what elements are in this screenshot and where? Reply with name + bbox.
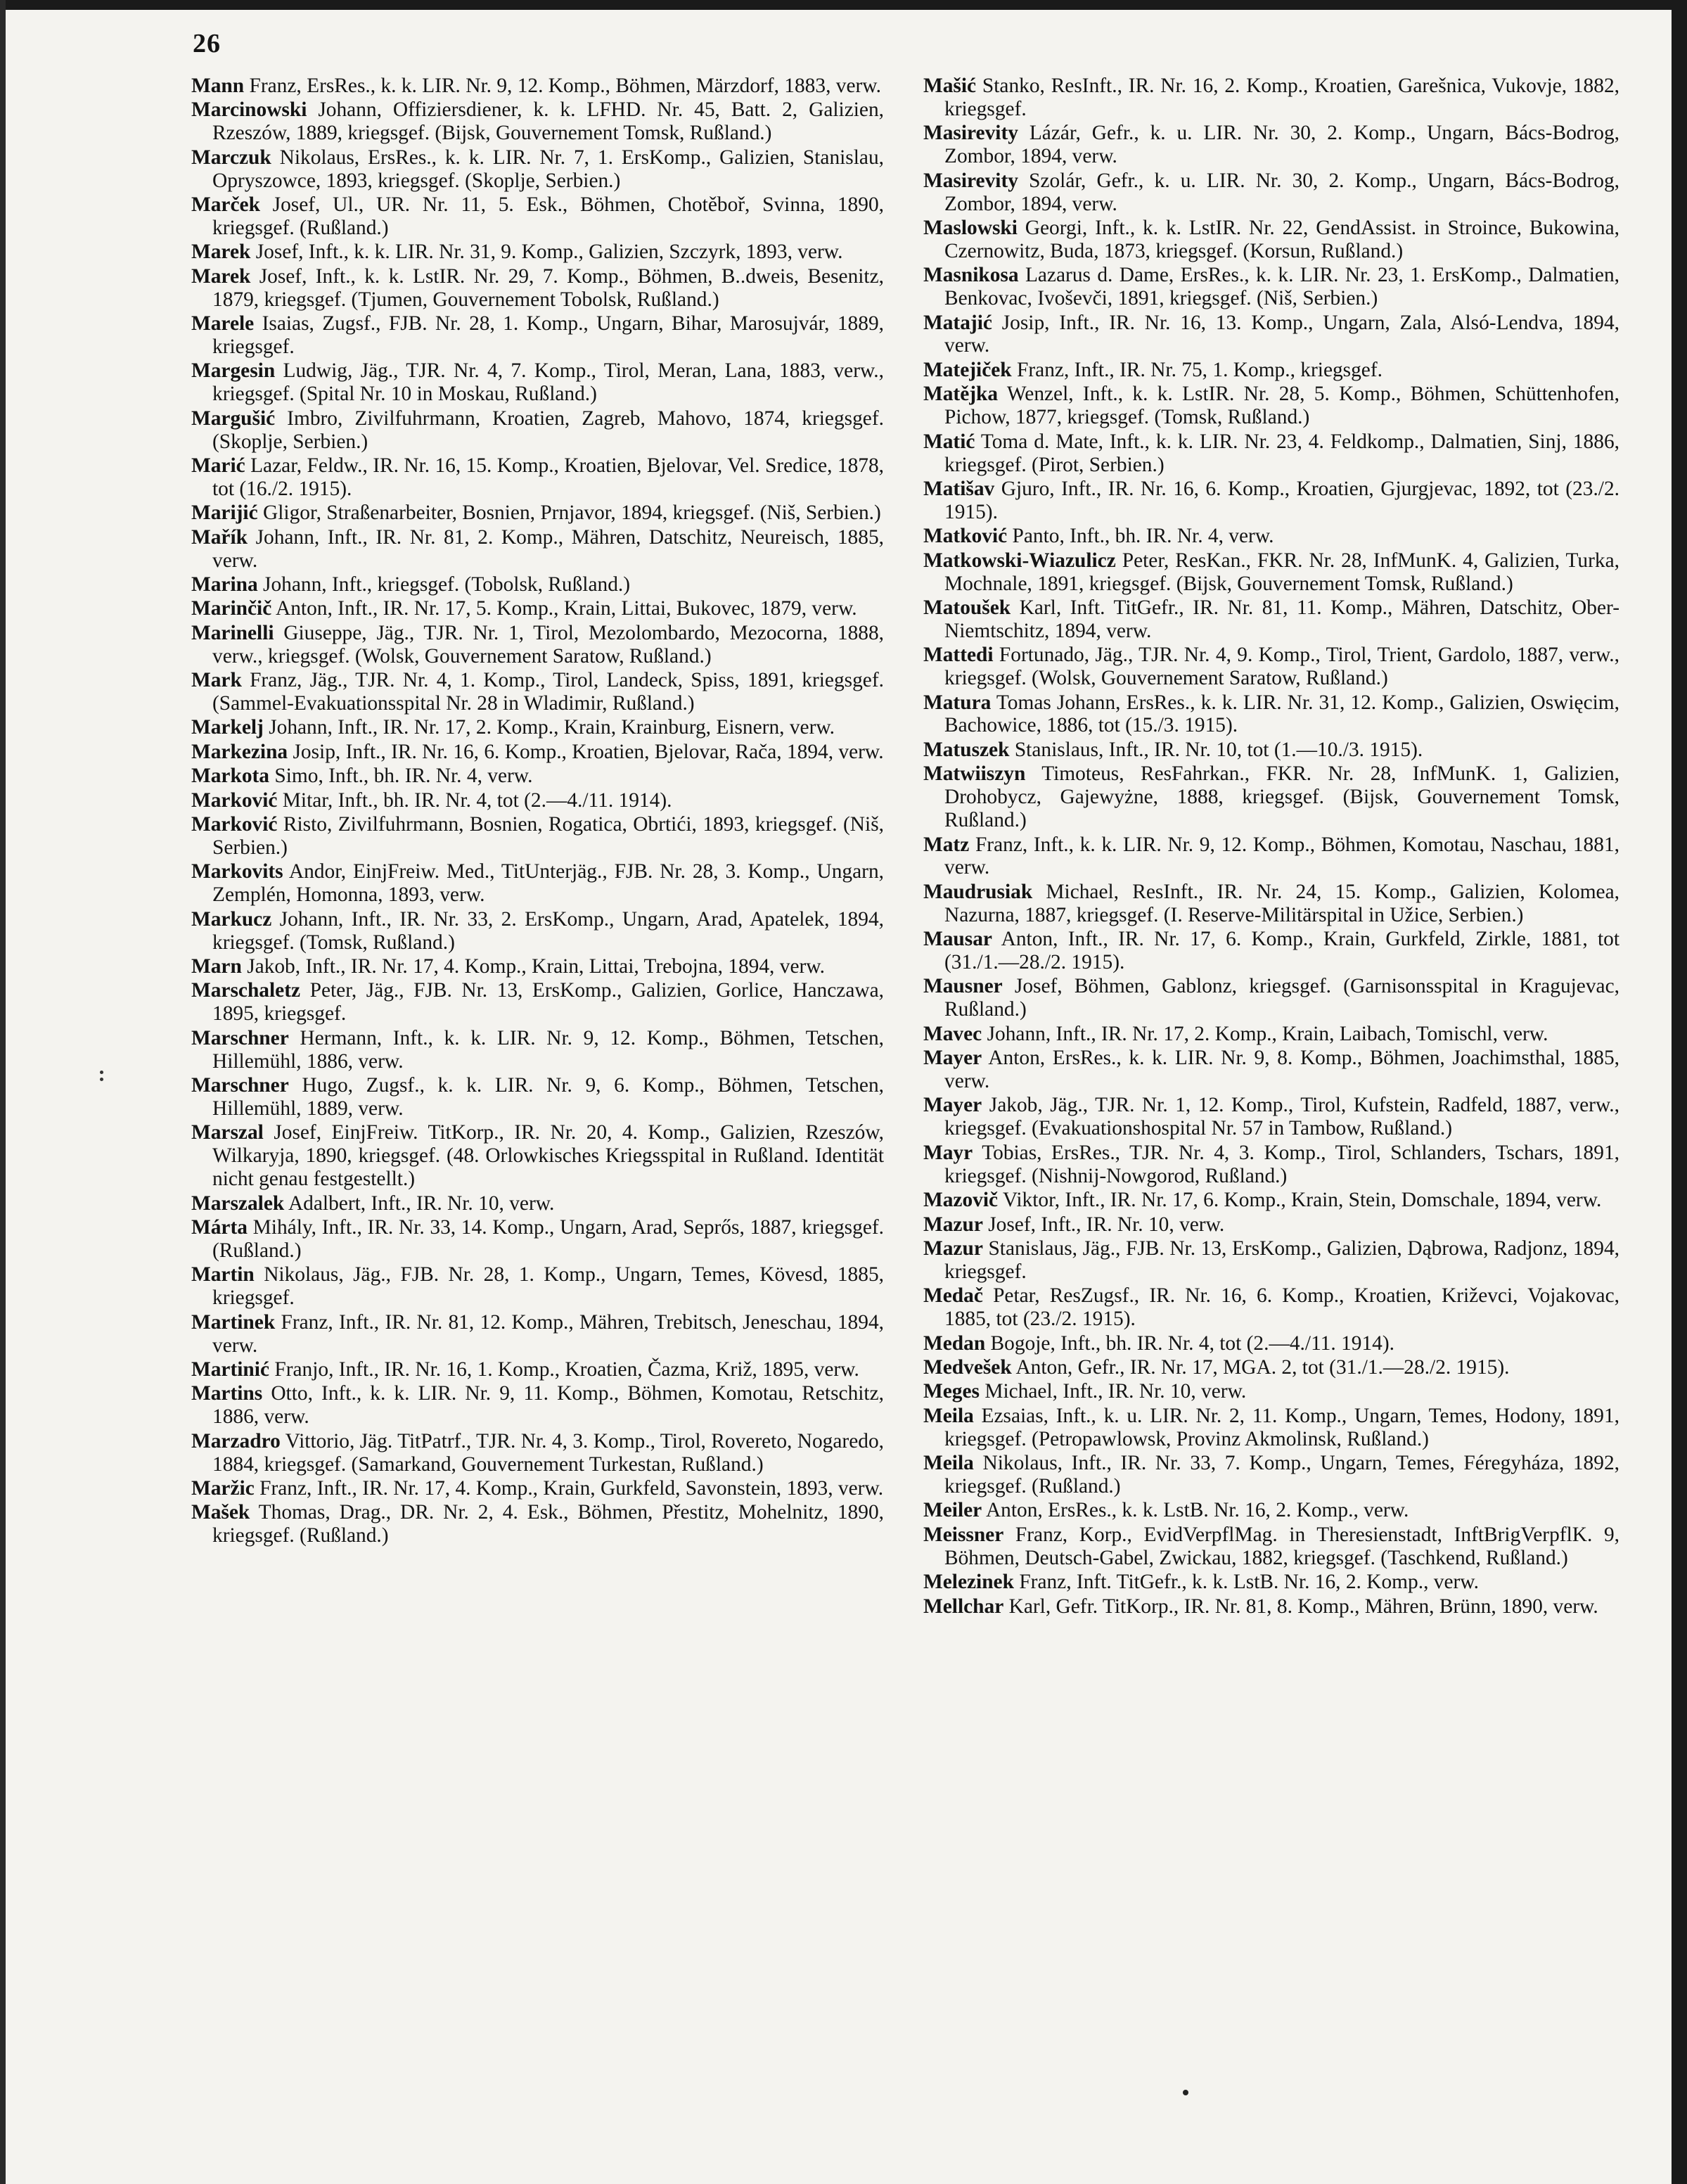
casualty-entry (923, 1405, 1619, 1451)
casualty-entry (191, 1027, 884, 1073)
entry-surname: Marszalek (191, 1192, 285, 1215)
entry-surname: Medan (923, 1332, 986, 1355)
casualty-entry (191, 1192, 884, 1215)
entry-surname: Marele (191, 312, 255, 336)
entry-surname: Maudrusiak (923, 880, 1033, 903)
entry-surname: Matković (923, 525, 1008, 548)
entry-surname: Marina (191, 573, 258, 596)
casualty-entry (923, 762, 1619, 832)
entry-details: Karl, Gefr. TitKorp., IR. Nr. 81, 8. Komp., Mähren, Brünn, 1890, verw. (1008, 1595, 1598, 1618)
left-column (191, 75, 884, 1549)
entry-details: Jakob, Jäg., TJR. Nr. 1, 12. Komp., Tirol, Kufstein, Radfeld, 1887, verw., kriegsgef. (Evakuationshospital Nr. 57 in Tambow, Rußland.) (944, 1094, 1619, 1140)
entry-details: Johann, Inft., kriegsgef. (Tobolsk, Rußland.) (263, 573, 631, 596)
entry-details: Nikolaus, Jäg., FJB. Nr. 28, 1. Komp., Ungarn, Temes, Kövesd, 1885, kriegsgef. (212, 1263, 884, 1310)
casualty-entry (191, 813, 884, 860)
entry-details: Josef, Inft., IR. Nr. 10, verw. (988, 1213, 1225, 1236)
entry-surname: Mazur (923, 1213, 983, 1236)
entry-surname: Margušić (191, 407, 276, 430)
entry-surname: Mayer (923, 1094, 982, 1117)
entry-details: Josef, Böhmen, Gablonz, kriegsgef. (Garnisonsspital in Kragujevac, Rußland.) (944, 975, 1619, 1021)
entry-details: Nikolaus, ErsRes., k. k. LIR. Nr. 7, 1. ErsKomp., Galizien, Stanislau, Opryszowce, 1893, kriegsgef. (Skoplje, Serbien.) (212, 146, 884, 192)
entry-details: Viktor, Inft., IR. Nr. 17, 6. Komp., Krain, Stein, Domschale, 1894, verw. (1002, 1189, 1602, 1212)
entry-surname: Mattedi (923, 644, 994, 667)
entry-details: Johann, Inft., IR. Nr. 17, 2. Komp., Krain, Laibach, Tomischl, verw. (987, 1022, 1548, 1045)
entry-surname: Markelj (191, 716, 264, 739)
entry-surname: Marschner (191, 1026, 289, 1049)
entry-details: Franz, Korp., EvidVerpflMag. in Theresienstadt, InftBrigVerpflK. 9, Böhmen, Deutsch-Gabel, Zwickau, 1882, kriegsgef. (Taschkend, Rußland.) (944, 1523, 1619, 1569)
casualty-entry (191, 765, 884, 788)
casualty-entry (923, 1023, 1619, 1046)
entry-details: Josef, Inft., k. k. LIR. Nr. 31, 9. Komp., Galizien, Szczyrk, 1893, verw. (255, 241, 843, 264)
entry-surname: Marschaletz (191, 979, 301, 1002)
scan-speck (100, 1078, 103, 1081)
entry-surname: Matz (923, 833, 970, 856)
entry-details: Franjo, Inft., IR. Nr. 16, 1. Komp., Kroatien, Čazma, Križ, 1895, verw. (274, 1358, 859, 1381)
casualty-entry (923, 1595, 1619, 1618)
casualty-entry (191, 241, 884, 264)
scan-border-top (0, 0, 1687, 10)
casualty-entry (191, 597, 884, 620)
casualty-entry (191, 669, 884, 715)
entry-surname: Martinek (191, 1310, 276, 1334)
entry-surname: Melezinek (923, 1571, 1014, 1594)
entry-details: Franz, Jäg., TJR. Nr. 4, 1. Komp., Tirol, Landeck, Spiss, 1891, kriegsgef. (Sammel-Evakuationsspital Nr. 28 in Wladimir, Rußland.) (212, 669, 884, 715)
entry-details: Tobias, ErsRes., TJR. Nr. 4, 3. Komp., Tirol, Schlanders, Tschars, 1891, kriegsgef. (Nishnij-Nowgorod, Rußland.) (944, 1141, 1619, 1187)
entry-surname: Maržic (191, 1476, 255, 1500)
entry-surname: Mayer (923, 1047, 982, 1070)
entry-surname: Marković (191, 788, 278, 812)
entry-surname: Masirevity (923, 122, 1018, 145)
casualty-entry (191, 75, 884, 98)
entry-surname: Masnikosa (923, 264, 1019, 287)
casualty-entry (191, 573, 884, 596)
casualty-entry (923, 75, 1619, 121)
entry-details: Timoteus, ResFahrkan., FKR. Nr. 28, InfMunK. 1, Galizien, Drohobycz, Gajewyżne, 1888, kriegsgef. (Bijsk, Gouvernement Tomsk, Rußland.) (944, 762, 1619, 832)
entry-details: Franz, Inft., IR. Nr. 75, 1. Komp., kriegsgef. (1017, 358, 1383, 381)
entry-details: Imbro, Zivilfuhrmann, Kroatien, Zagreb, Mahovo, 1874, kriegsgef. (Skoplje, Serbien.) (212, 407, 884, 453)
casualty-entry (191, 359, 884, 406)
casualty-entry (191, 860, 884, 907)
casualty-entry (923, 975, 1619, 1021)
entry-surname: Marzadro (191, 1429, 281, 1452)
entry-surname: Markucz (191, 907, 272, 931)
entry-surname: Masirevity (923, 169, 1018, 192)
entry-details: Bogoje, Inft., bh. IR. Nr. 4, tot (2.—4./11. 1914). (990, 1332, 1394, 1355)
casualty-entry (923, 1380, 1619, 1403)
entry-surname: Marschner (191, 1074, 289, 1097)
entry-details: Michael, Inft., IR. Nr. 10, verw. (984, 1380, 1247, 1403)
casualty-entry (191, 955, 884, 978)
entry-surname: Marek (191, 241, 251, 264)
casualty-entry (923, 1213, 1619, 1237)
casualty-entry (923, 1142, 1619, 1188)
casualty-entry (923, 264, 1619, 310)
entry-details: Andor, EinjFreiw. Med., TitUnterjäg., FJB. Nr. 28, 3. Komp., Ungarn, Zemplén, Homonna, 1893, verw. (212, 860, 884, 907)
casualty-entry (923, 691, 1619, 738)
entry-details: Simo, Inft., bh. IR. Nr. 4, verw. (274, 765, 533, 788)
casualty-entry (191, 908, 884, 954)
entry-surname: Mazovič (923, 1189, 999, 1212)
casualty-entry (191, 1263, 884, 1310)
page-number: 26 (193, 29, 221, 58)
entry-surname: Marijić (191, 502, 258, 525)
entry-details: Johann, Inft., IR. Nr. 81, 2. Komp., Mähren, Datschitz, Neureisch, 1885, verw. (212, 525, 884, 572)
scan-border-right (1672, 0, 1687, 2184)
entry-details: Anton, Gefr., IR. Nr. 17, MGA. 2, tot (31./1.—28./2. 1915). (1015, 1355, 1510, 1379)
entry-surname: Mazur (923, 1237, 983, 1260)
entry-surname: Marinelli (191, 621, 274, 644)
casualty-entry (191, 622, 884, 668)
entry-details: Josef, Ul., UR. Nr. 11, 5. Esk., Böhmen, Chotěboř, Svinna, 1890, kriegsgef. (Rußland.) (212, 193, 884, 239)
entry-surname: Medač (923, 1284, 983, 1308)
casualty-entry (923, 739, 1619, 762)
entry-surname: Marczuk (191, 146, 271, 169)
casualty-entry (923, 478, 1619, 524)
entry-surname: Márta (191, 1216, 248, 1239)
entry-details: Toma d. Mate, Inft., k. k. LIR. Nr. 23, 4. Feldkomp., Dalmatien, Sinj, 1886, kriegsgef. (Pirot, Serbien.) (944, 430, 1619, 476)
entry-surname: Markota (191, 765, 270, 788)
entry-details: Lazarus d. Dame, ErsRes., k. k. LIR. Nr. 23, 1. ErsKomp., Dalmatien, Benkovac, Ivoševči, 1891, kriegsgef. (Niš, Serbien.) (944, 264, 1619, 310)
entry-details: Thomas, Drag., DR. Nr. 2, 4. Esk., Böhmen, Přestitz, Mohelnitz, 1890, kriegsgef. (Rußland.) (212, 1501, 884, 1547)
entry-details: Lázár, Gefr., k. u. LIR. Nr. 30, 2. Komp., Ungarn, Bács-Bodrog, Zombor, 1894, verw. (944, 122, 1619, 168)
casualty-entry (923, 525, 1619, 548)
entry-surname: Meila (923, 1452, 974, 1475)
entry-surname: Mausner (923, 975, 1003, 998)
entry-details: Franz, Inft. TitGefr., k. k. LstB. Nr. 16, 2. Komp., verw. (1019, 1571, 1479, 1594)
casualty-entry (191, 1358, 884, 1381)
casualty-entry (923, 217, 1619, 263)
entry-surname: Meges (923, 1380, 980, 1403)
entry-surname: Matkowski-Wiazulicz (923, 549, 1116, 572)
entry-details: Johann, Offiziersdiener, k. k. LFHD. Nr. 45, Batt. 2, Galizien, Rzeszów, 1889, kriegsgef. (Bijsk, Gouvernement Tomsk, Rußland.) (212, 98, 885, 145)
entry-details: Josef, EinjFreiw. TitKorp., IR. Nr. 20, 4. Komp., Galizien, Rzeszów, Wilkaryja, 1890, kriegsgef. (48. Orlowkisches Kriegsspital in Rußland. Identität nicht genau festgestellt.) (212, 1121, 884, 1191)
casualty-entry (191, 1430, 884, 1476)
casualty-entry (191, 1477, 884, 1500)
casualty-entry (191, 407, 884, 454)
entry-surname: Marszal (191, 1121, 264, 1144)
casualty-entry (923, 644, 1619, 690)
entry-details: Johann, Inft., IR. Nr. 33, 2. ErsKomp., Ungarn, Arad, Apatelek, 1894, kriegsgef. (Tomsk, Rußland.) (212, 907, 884, 954)
entry-surname: Meila (923, 1404, 974, 1427)
entry-surname: Marcinowski (191, 98, 307, 122)
entry-surname: Marek (191, 264, 251, 288)
entry-surname: Marn (191, 955, 242, 978)
casualty-entry (923, 834, 1619, 880)
entry-surname: Matějka (923, 383, 999, 406)
right-column (923, 75, 1619, 1619)
entry-details: Gjuro, Inft., IR. Nr. 16, 6. Komp., Kroatien, Gjurgjevac, 1892, tot (23./2. 1915). (944, 477, 1619, 523)
casualty-entry (923, 1332, 1619, 1355)
entry-details: Anton, ErsRes., k. k. LIR. Nr. 9, 8. Komp., Böhmen, Joachimsthal, 1885, verw. (944, 1047, 1619, 1093)
entry-surname: Marinčič (191, 597, 272, 620)
entry-details: Giuseppe, Jäg., TJR. Nr. 1, Tirol, Mezolombardo, Mezocorna, 1888, verw., kriegsgef. (Wolsk, Gouvernement Saratow, Rußland.) (212, 621, 884, 668)
entry-details: Anton, ErsRes., k. k. LstB. Nr. 16, 2. Komp., verw. (985, 1499, 1409, 1522)
casualty-entry (923, 312, 1619, 358)
casualty-entry (191, 1121, 884, 1191)
scan-speck (100, 1071, 103, 1074)
casualty-entry (923, 1499, 1619, 1522)
casualty-entry (923, 1524, 1619, 1570)
casualty-entry (191, 98, 884, 145)
entry-surname: Mellchar (923, 1595, 1004, 1618)
entry-details: Jakob, Inft., IR. Nr. 17, 4. Komp., Krain, Littai, Trebojna, 1894, verw. (247, 955, 825, 978)
casualty-entry (191, 526, 884, 573)
entry-surname: Martins (191, 1382, 263, 1405)
casualty-entry (191, 193, 884, 240)
entry-details: Josip, Inft., IR. Nr. 16, 13. Komp., Ungarn, Zala, Alsó-Lendva, 1894, verw. (944, 311, 1619, 357)
entry-surname: Matwiiszyn (923, 762, 1026, 786)
entry-details: Tomas Johann, ErsRes., k. k. LIR. Nr. 31, 12. Komp., Galizien, Oswięcim, Bachowice, 1886, tot (15./3. 1915). (944, 691, 1619, 737)
casualty-entry (191, 1311, 884, 1358)
entry-surname: Martin (191, 1263, 255, 1286)
entry-surname: Matić (923, 430, 975, 453)
entry-details: Otto, Inft., k. k. LIR. Nr. 9, 11. Komp., Böhmen, Komotau, Retschitz, 1886, verw. (212, 1382, 884, 1429)
entry-surname: Marček (191, 193, 260, 217)
entry-details: Stanislaus, Jäg., FJB. Nr. 13, ErsKomp., Galizien, Dąbrowa, Radjonz, 1894, kriegsgef. (944, 1237, 1619, 1283)
entry-details: Franz, Inft., IR. Nr. 81, 12. Komp., Mähren, Trebitsch, Jeneschau, 1894, verw. (212, 1310, 884, 1357)
entry-details: Lazar, Feldw., IR. Nr. 16, 15. Komp., Kroatien, Bjelovar, Vel. Sredice, 1878, tot (16./2. 1915). (212, 454, 884, 500)
casualty-entry (191, 265, 884, 312)
casualty-entry (923, 430, 1619, 477)
entry-details: Petar, ResZugsf., IR. Nr. 16, 6. Komp., Kroatien, Križevci, Vojakovac, 1885, tot (23./2. 1915). (944, 1284, 1619, 1331)
entry-surname: Matejiček (923, 358, 1012, 381)
casualty-entry (191, 502, 884, 525)
casualty-entry (191, 789, 884, 812)
entry-details: Nikolaus, Inft., IR. Nr. 33, 7. Komp., Ungarn, Temes, Féregyháza, 1892, kriegsgef. (Rußland.) (944, 1452, 1619, 1497)
entry-surname: Mařík (191, 525, 248, 549)
casualty-entry (923, 549, 1619, 596)
entry-details: Fortunado, Jäg., TJR. Nr. 4, 9. Komp., Tirol, Trient, Gardolo, 1887, verw., kriegsgef. (Wolsk, Gouvernement Saratow, Rußland.) (944, 644, 1619, 690)
casualty-entry (923, 1356, 1619, 1379)
entry-surname: Mavec (923, 1022, 982, 1045)
entry-details: Anton, Inft., IR. Nr. 17, 5. Komp., Krain, Littai, Bukovec, 1879, verw. (275, 597, 857, 620)
entry-surname: Mark (191, 669, 242, 692)
entry-surname: Marić (191, 454, 245, 477)
casualty-entry (191, 1501, 884, 1547)
entry-surname: Margesin (191, 359, 276, 383)
entry-surname: Marković (191, 813, 278, 836)
entry-details: Mihály, Inft., IR. Nr. 33, 14. Komp., Ungarn, Arad, Seprős, 1887, kriegsgef. (Rußland.) (212, 1216, 884, 1262)
entry-details: Isaias, Zugsf., FJB. Nr. 28, 1. Komp., Ungarn, Bihar, Marosujvár, 1889, kriegsgef. (212, 312, 884, 358)
casualty-entry (191, 1382, 884, 1429)
casualty-entry (191, 979, 884, 1026)
entry-surname: Markezina (191, 740, 288, 763)
entry-details: Franz, Inft., k. k. LIR. Nr. 9, 12. Komp., Böhmen, Komotau, Naschau, 1881, verw. (944, 833, 1619, 879)
entry-details: Risto, Zivilfuhrmann, Bosnien, Rogatica, Obrtići, 1893, kriegsgef. (Niš, Serbien.) (212, 813, 884, 859)
entry-surname: Matura (923, 691, 992, 714)
entry-surname: Mašek (191, 1501, 250, 1524)
casualty-entry (191, 1216, 884, 1263)
entry-details: Wenzel, Inft., k. k. LstIR. Nr. 28, 5. Komp., Böhmen, Schüttenhofen, Pichow, 1877, kriegsgef. (Tomsk, Rußland.) (944, 383, 1619, 429)
casualty-entry (923, 1452, 1619, 1498)
entry-details: Hugo, Zugsf., k. k. LIR. Nr. 9, 6. Komp., Böhmen, Tetschen, Hillemühl, 1889, verw. (212, 1074, 884, 1120)
casualty-entry (923, 596, 1619, 643)
entry-surname: Mašić (923, 75, 977, 97)
entry-details: Josip, Inft., IR. Nr. 16, 6. Komp., Kroatien, Bjelovar, Rača, 1894, verw. (293, 740, 884, 763)
entry-details: Michael, ResInft., IR. Nr. 24, 15. Komp., Galizien, Kolomea, Nazurna, 1887, kriegsgef. (I. Reserve-Militärspital in Užice, Serbien.) (944, 880, 1619, 926)
casualty-entry (923, 1284, 1619, 1331)
entry-details: Panto, Inft., bh. IR. Nr. 4, verw. (1012, 525, 1274, 548)
casualty-entry (191, 716, 884, 739)
entry-details: Karl, Inft. TitGefr., IR. Nr. 81, 11. Komp., Mähren, Datschitz, Ober-Niemtschitz, 1894, verw. (944, 596, 1619, 642)
entry-details: Vittorio, Jäg. TitPatrf., TJR. Nr. 4, 3. Komp., Tirol, Rovereto, Nogaredo, 1884, kriegsgef. (Samarkand, Gouvernement Turkestan, Rußland.) (212, 1429, 884, 1476)
casualty-entry (923, 383, 1619, 429)
casualty-entry (923, 1094, 1619, 1140)
casualty-entry (191, 741, 884, 764)
entry-details: Johann, Inft., IR. Nr. 17, 2. Komp., Krain, Krainburg, Eisnern, verw. (269, 716, 835, 739)
decorative-dot (1183, 2090, 1188, 2095)
casualty-entry (923, 122, 1619, 168)
entry-surname: Mann (191, 75, 245, 97)
entry-details: Hermann, Inft., k. k. LIR. Nr. 9, 12. Komp., Böhmen, Tetschen, Hillemühl, 1886, verw. (212, 1026, 884, 1073)
entry-surname: Mayr (923, 1141, 973, 1164)
entry-details: Franz, ErsRes., k. k. LIR. Nr. 9, 12. Komp., Böhmen, Märzdorf, 1883, verw. (249, 75, 881, 97)
entry-details: Ezsaias, Inft., k. u. LIR. Nr. 2, 11. Komp., Ungarn, Temes, Hodony, 1891, kriegsgef. (Petropawlowsk, Provinz Akmolinsk, Rußland.) (944, 1404, 1619, 1450)
entry-surname: Mausar (923, 928, 992, 951)
casualty-entry (191, 312, 884, 359)
entry-surname: Matoušek (923, 596, 1011, 619)
scan-border-left (0, 0, 6, 2184)
casualty-entry (923, 1237, 1619, 1284)
entry-details: Stanko, ResInft., IR. Nr. 16, 2. Komp., Kroatien, Garešnica, Vukovje, 1882, kriegsgef. (944, 75, 1619, 120)
entry-details: Peter, ResKan., FKR. Nr. 28, InfMunK. 4, Galizien, Turka, Mochnale, 1891, kriegsgef. (Bijsk, Gouvernement Tomsk, Rußland.) (944, 549, 1619, 595)
entry-details: Peter, Jäg., FJB. Nr. 13, ErsKomp., Galizien, Gorlice, Hanczawa, 1895, kriegsgef. (212, 979, 884, 1026)
casualty-entry (923, 1189, 1619, 1212)
entry-surname: Meiler (923, 1499, 982, 1522)
entry-details: Stanislaus, Inft., IR. Nr. 10, tot (1.—10./3. 1915). (1014, 738, 1423, 761)
entry-surname: Medvešek (923, 1355, 1012, 1379)
entry-details: Gligor, Straßenarbeiter, Bosnien, Prnjavor, 1894, kriegsgef. (Niš, Serbien.) (263, 502, 881, 525)
entry-surname: Matuszek (923, 738, 1010, 761)
entry-details: Anton, Inft., IR. Nr. 17, 6. Komp., Krain, Gurkfeld, Zirkle, 1881, tot (31./1.—28./2. 1915). (944, 928, 1619, 974)
entry-surname: Martinić (191, 1358, 269, 1381)
entry-surname: Meissner (923, 1523, 1004, 1546)
entry-details: Szolár, Gefr., k. u. LIR. Nr. 30, 2. Komp., Ungarn, Bács-Bodrog, Zombor, 1894, verw. (944, 169, 1619, 215)
casualty-entry (923, 1047, 1619, 1093)
casualty-entry (923, 1571, 1619, 1594)
casualty-entry (923, 928, 1619, 974)
casualty-entry (923, 881, 1619, 927)
entry-surname: Matajić (923, 311, 992, 334)
entry-surname: Matišav (923, 477, 995, 500)
casualty-entry (923, 359, 1619, 382)
casualty-entry (191, 454, 884, 501)
casualty-entry (191, 1074, 884, 1120)
entry-details: Josef, Inft., k. k. LstIR. Nr. 29, 7. Komp., Böhmen, B..dweis, Besenitz, 1879, kriegsgef. (Tjumen, Gouvernement Tobolsk, Rußland.) (212, 264, 884, 311)
entry-details: Mitar, Inft., bh. IR. Nr. 4, tot (2.—4./11. 1914). (282, 788, 672, 812)
entry-surname: Maslowski (923, 216, 1018, 239)
casualty-entry (191, 146, 884, 193)
entry-surname: Markovits (191, 860, 283, 883)
entry-details: Georgi, Inft., k. k. LstIR. Nr. 22, GendAssist. in Stroince, Bukowina, Czernowitz, Buda, 1873, kriegsgef. (Korsun, Rußland.) (944, 216, 1619, 262)
entry-details: Adalbert, Inft., IR. Nr. 10, verw. (288, 1192, 555, 1215)
entry-details: Franz, Inft., IR. Nr. 17, 4. Komp., Krain, Gurkfeld, Savonstein, 1893, verw. (259, 1476, 884, 1500)
casualty-entry (923, 170, 1619, 216)
entry-details: Ludwig, Jäg., TJR. Nr. 4, 7. Komp., Tirol, Meran, Lana, 1883, verw., kriegsgef. (Spital Nr. 10 in Moskau, Rußland.) (212, 359, 884, 406)
